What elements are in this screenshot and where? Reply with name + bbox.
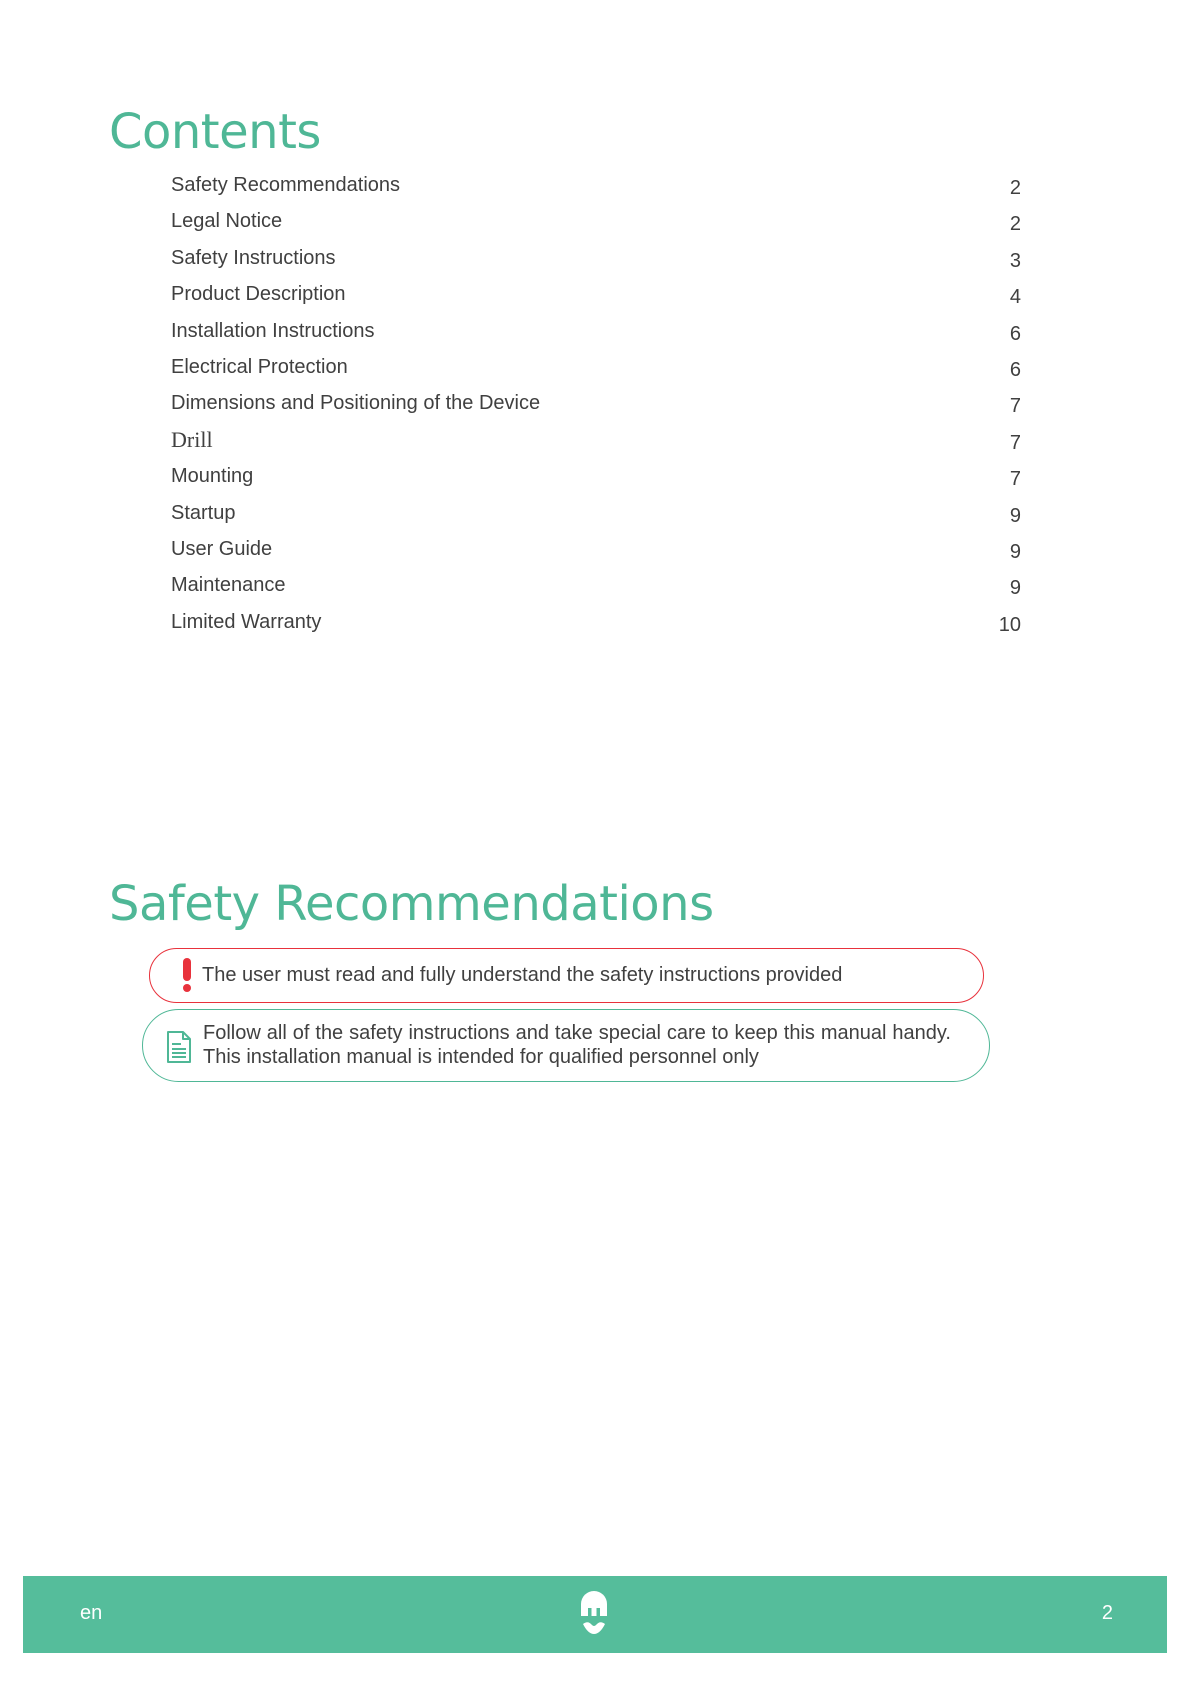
table-of-contents — [171, 171, 1021, 644]
language-label: en — [80, 1602, 103, 1624]
toc-entry[interactable] — [171, 535, 1021, 571]
toc-entry-label: Limited Warranty — [171, 610, 322, 633]
contents-title: Contents — [109, 104, 321, 160]
exclamation-icon — [181, 957, 193, 993]
toc-entry-page: 6 — [1009, 358, 1021, 381]
toc-entry[interactable] — [171, 244, 1021, 280]
warning-callout — [149, 948, 984, 1003]
toc-entry-label: Dimensions and Positioning of the Device — [171, 392, 541, 415]
note-callout — [142, 1009, 990, 1082]
toc-entry[interactable] — [171, 280, 1021, 316]
toc-entry-label: Drill — [171, 426, 213, 452]
toc-entry[interactable] — [171, 462, 1021, 498]
safety-recommendations-title: Safety Recommendations — [109, 876, 714, 932]
toc-entry-page: 7 — [1009, 431, 1021, 454]
toc-entry-label: Startup — [171, 501, 236, 524]
warning-text: The user must read and fully understand the safety instructions provided — [202, 964, 843, 986]
toc-entry-label: Safety Instructions — [171, 246, 336, 269]
toc-entry-label: Legal Notice — [171, 210, 283, 233]
toc-entry-page: 7 — [1009, 395, 1021, 418]
toc-entry-page: 2 — [1009, 177, 1021, 199]
toc-entry-label: Mounting — [171, 465, 254, 488]
toc-entry-page: 9 — [1009, 577, 1021, 600]
document-icon — [165, 1030, 193, 1064]
toc-entry-page: 6 — [1009, 322, 1021, 345]
toc-entry-page: 10 — [998, 613, 1021, 636]
page-number: 2 — [1101, 1602, 1113, 1624]
page-footer — [23, 1576, 1167, 1653]
toc-entry[interactable] — [171, 571, 1021, 607]
toc-entry-page: 2 — [1009, 213, 1021, 236]
toc-entry-page: 3 — [1009, 249, 1021, 272]
toc-entry-page: 9 — [1009, 540, 1021, 563]
toc-entry-label: User Guide — [171, 537, 273, 560]
toc-entry[interactable] — [171, 499, 1021, 535]
toc-entry-label: Electrical Protection — [171, 355, 348, 378]
toc-entry-label: Product Description — [171, 283, 346, 306]
toc-entry-page: 7 — [1009, 468, 1021, 491]
toc-entry[interactable] — [171, 171, 1021, 207]
toc-entry[interactable] — [171, 353, 1021, 389]
toc-entry-label: Installation Instructions — [171, 319, 375, 342]
note-text: Follow all of the safety instructions and take special care to keep this manual handy. This installation manual is intended for qualified personnel only — [203, 1022, 951, 1068]
toc-entry-page: 4 — [1009, 286, 1021, 309]
toc-entry[interactable] — [171, 608, 1021, 644]
toc-entry[interactable] — [171, 426, 1021, 462]
toc-entry[interactable] — [171, 389, 1021, 425]
toc-entry-page: 9 — [1009, 504, 1021, 527]
toc-entry-label: Safety Recommendations — [171, 174, 401, 196]
toc-entry[interactable] — [171, 317, 1021, 353]
wallbox-logo-icon — [578, 1590, 610, 1638]
toc-entry[interactable] — [171, 207, 1021, 243]
toc-entry-label: Maintenance — [171, 574, 286, 597]
